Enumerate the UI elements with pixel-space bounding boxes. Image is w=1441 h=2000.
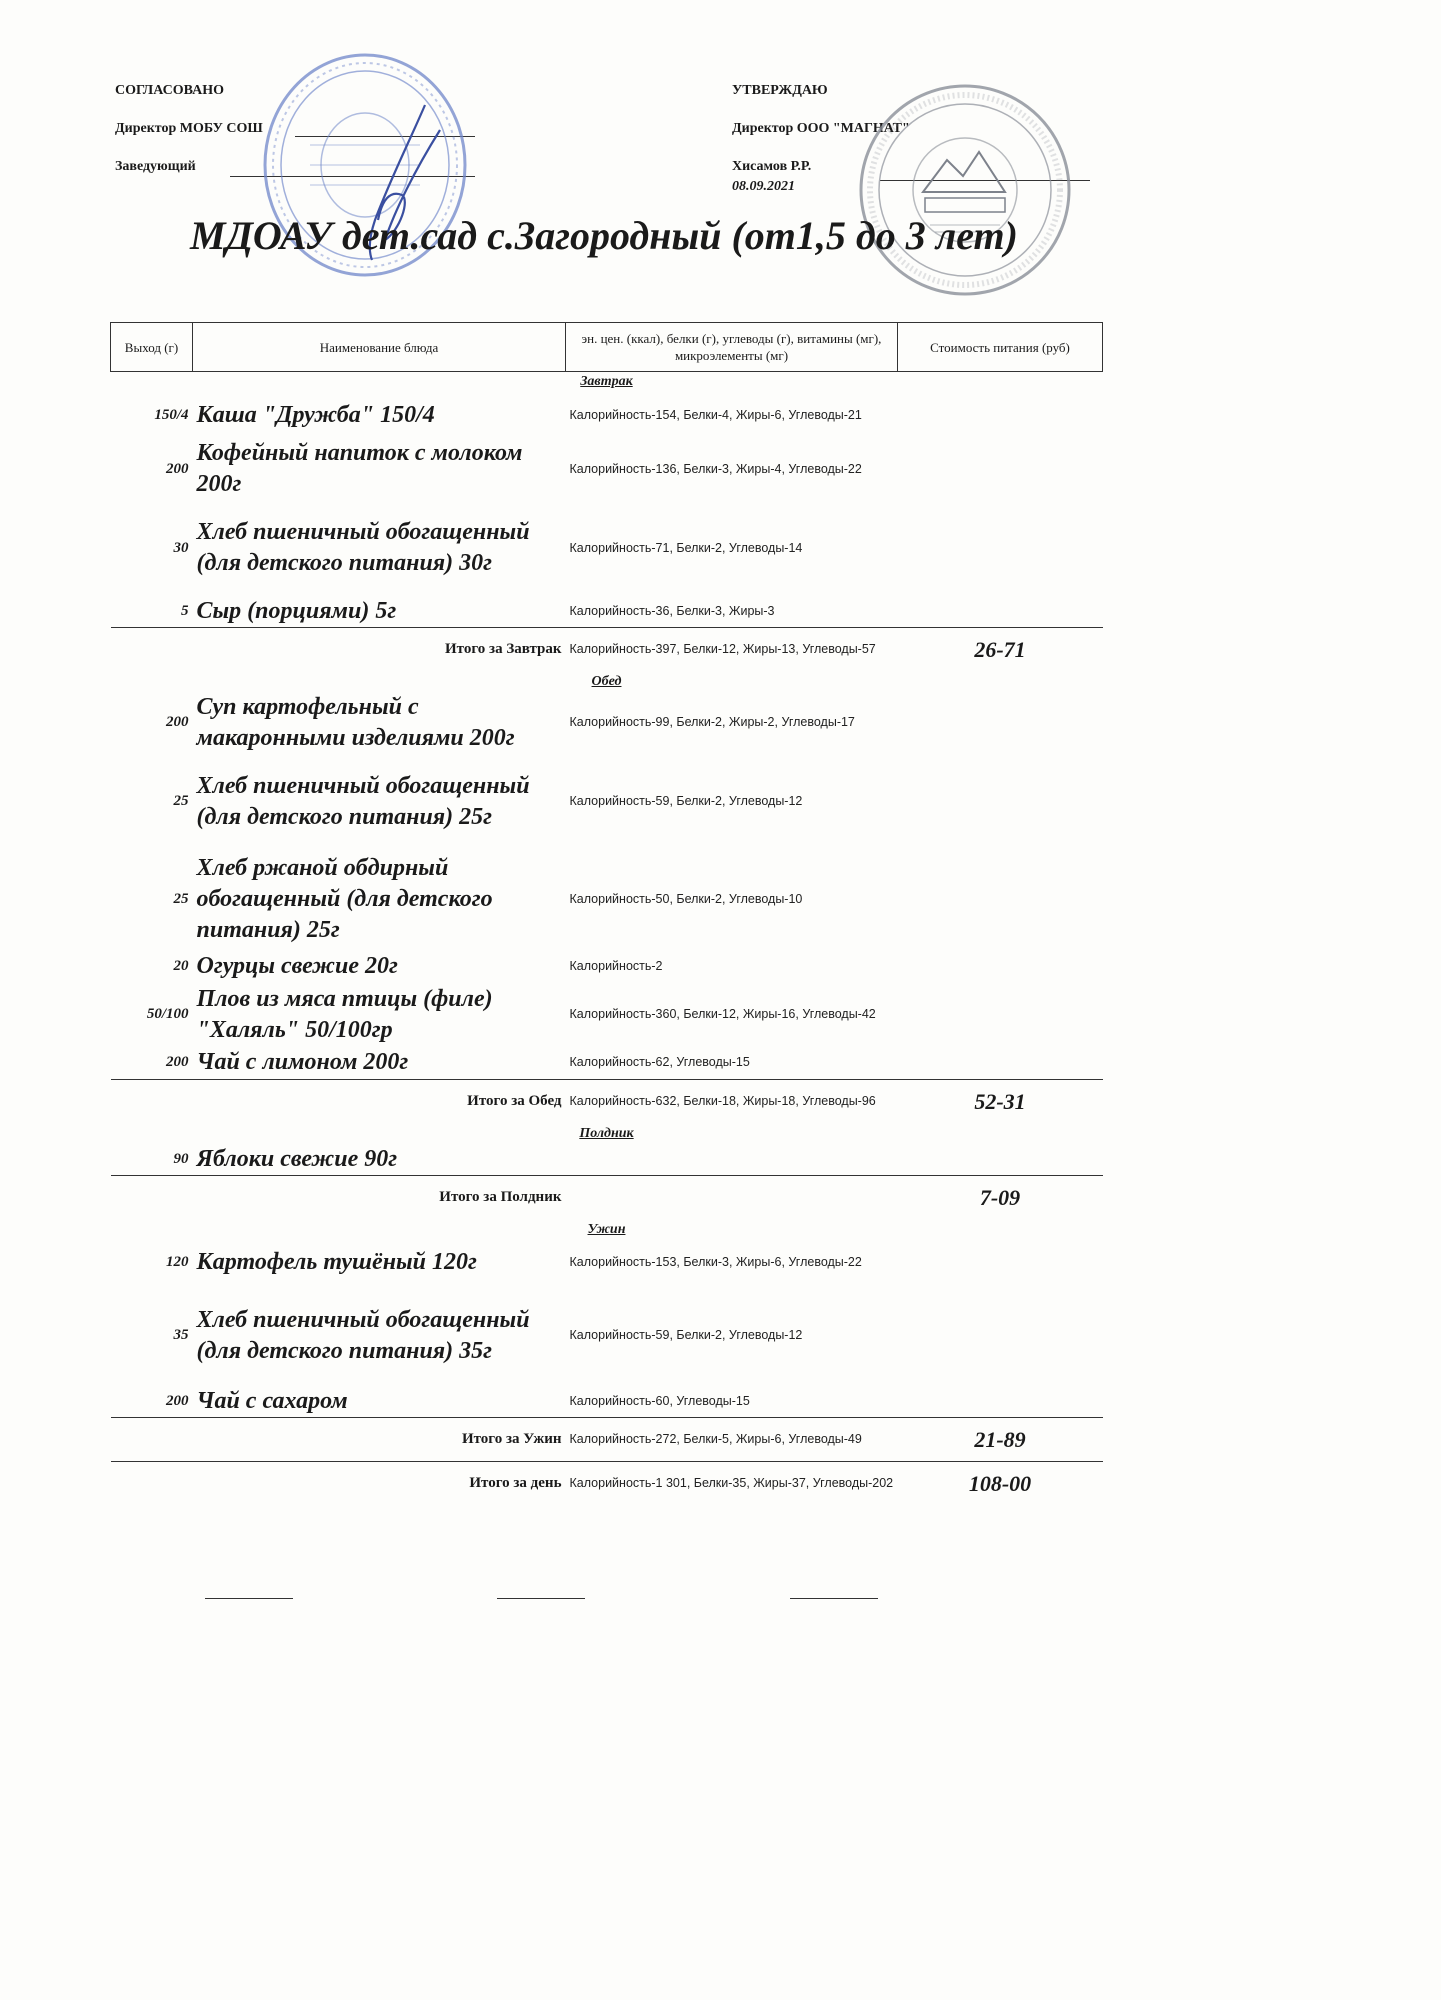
section-title: Обед bbox=[591, 673, 622, 689]
table-header-row bbox=[111, 323, 1103, 372]
dish-name: Картофель тушёный 120г bbox=[196, 1249, 477, 1275]
dish-name: Огурцы свежие 20г bbox=[196, 953, 398, 979]
dish-yield: 5 bbox=[181, 603, 189, 619]
section-total-label: Итого за Обед bbox=[111, 1080, 566, 1124]
dish-row bbox=[111, 984, 1103, 1046]
dish-name: Хлеб ржаной обдирный обогащенный (для детского питания) 25г bbox=[196, 855, 493, 943]
dish-nutrition: Калорийность-2 bbox=[569, 959, 663, 973]
company-stamp-seal bbox=[855, 80, 1075, 300]
agreed-label: СОГЛАСОВАНО bbox=[115, 83, 224, 98]
section-total-row bbox=[111, 1080, 1103, 1124]
dish-row bbox=[111, 438, 1103, 500]
bottom-signature-line-3 bbox=[790, 1598, 878, 1599]
dish-nutrition: Калорийность-62, Углеводы-15 bbox=[569, 1054, 750, 1069]
dish-cost-cell bbox=[898, 850, 1103, 950]
dish-name: Хлеб пшеничный обогащенный (для детского питания) 25г bbox=[196, 772, 530, 830]
dish-cost-cell bbox=[898, 438, 1103, 500]
dish-yield: 50/100 bbox=[146, 1006, 189, 1022]
dish-row bbox=[111, 1286, 1103, 1386]
dish-name: Хлеб пшеничный обогащенный (для детского питания) 30г bbox=[196, 519, 530, 576]
dish-name: Сыр (порциями) 5г bbox=[196, 598, 397, 624]
dish-nutrition: Калорийность-59, Белки-2, Углеводы-12 bbox=[569, 794, 803, 808]
dish-nutrition: Калорийность-60, Углеводы-15 bbox=[569, 1393, 750, 1408]
section-total-nutrition: Калорийность-632, Белки-18, Жиры-18, Углеводы-96 bbox=[566, 1080, 898, 1124]
dish-cost-cell bbox=[898, 754, 1103, 850]
section-total-row bbox=[111, 1176, 1103, 1220]
section-total-nutrition: Калорийность-272, Белки-5, Жиры-6, Углеводы-49 bbox=[566, 1418, 898, 1462]
approve-label: УТВЕРЖДАЮ bbox=[732, 83, 828, 98]
dish-name: Каша "Дружба" 150/4 bbox=[196, 401, 435, 428]
dish-cost-cell bbox=[898, 1286, 1103, 1386]
section-row bbox=[111, 1220, 1103, 1240]
section-total-nutrition bbox=[566, 1176, 898, 1220]
dish-cost-cell bbox=[898, 596, 1103, 628]
dish-row bbox=[111, 1386, 1103, 1418]
dish-row bbox=[111, 950, 1103, 984]
section-total-label: Итого за Завтрак bbox=[111, 628, 566, 672]
dish-cost-cell bbox=[898, 1386, 1103, 1418]
approval-date: 08.09.2021 bbox=[732, 179, 795, 194]
dish-yield: 200 bbox=[166, 714, 189, 730]
section-total-nutrition: Калорийность-397, Белки-12, Жиры-13, Углеводы-57 bbox=[566, 628, 898, 672]
section-total-row bbox=[111, 628, 1103, 672]
dish-nutrition: Калорийность-36, Белки-3, Жиры-3 bbox=[569, 604, 775, 618]
dish-name: Чай с сахаром bbox=[196, 1387, 348, 1414]
header-cost: Стоимость питания (руб) bbox=[898, 323, 1103, 372]
dish-nutrition: Калорийность-360, Белки-12, Жиры-16, Углеводы-42 bbox=[569, 1007, 876, 1021]
dish-yield: 20 bbox=[173, 958, 189, 974]
dish-name: Чай с лимоном 200г bbox=[196, 1048, 409, 1075]
dish-cost-cell bbox=[898, 984, 1103, 1046]
dish-name: Кофейный напиток с молоком 200г bbox=[196, 440, 523, 497]
section-total-label: Итого за Ужин bbox=[111, 1418, 566, 1462]
dish-cost-cell bbox=[898, 950, 1103, 984]
bottom-signature-line-1 bbox=[205, 1598, 293, 1599]
dish-row bbox=[111, 1240, 1103, 1286]
dish-row bbox=[111, 850, 1103, 950]
dish-cost-cell bbox=[898, 1144, 1103, 1176]
dish-nutrition: Калорийность-59, Белки-2, Углеводы-12 bbox=[569, 1328, 803, 1342]
section-row bbox=[111, 672, 1103, 692]
right-director-label: Директор ООО "МАГНАТ" bbox=[732, 121, 910, 136]
dish-name: Плов из мяса птицы (филе) "Халяль" 50/100гр bbox=[196, 985, 493, 1043]
dish-cost-cell bbox=[898, 392, 1103, 438]
dish-yield: 150/4 bbox=[154, 406, 189, 423]
dish-yield: 90 bbox=[173, 1150, 189, 1167]
dish-nutrition: Калорийность-50, Белки-2, Углеводы-10 bbox=[569, 892, 803, 906]
dish-yield: 30 bbox=[173, 539, 189, 556]
section-title: Полдник bbox=[579, 1125, 634, 1141]
dish-row bbox=[111, 392, 1103, 438]
section-total-cost: 21-89 bbox=[898, 1418, 1103, 1462]
left-director-label: Директор МОБУ СОШ bbox=[115, 121, 263, 136]
dish-row bbox=[111, 1046, 1103, 1080]
section-total-label: Итого за Полдник bbox=[111, 1176, 566, 1220]
dish-yield: 25 bbox=[173, 793, 189, 809]
section-total-row bbox=[111, 1418, 1103, 1462]
header-yield: Выход (г) bbox=[111, 323, 193, 372]
dish-cost-cell bbox=[898, 500, 1103, 596]
dish-cost-cell bbox=[898, 1046, 1103, 1080]
dish-row bbox=[111, 500, 1103, 596]
dish-name: Яблоки свежие 90г bbox=[196, 1145, 398, 1172]
dish-yield: 200 bbox=[166, 1392, 189, 1409]
dish-yield: 200 bbox=[166, 460, 189, 477]
day-total-nutrition: Калорийность-1 301, Белки-35, Жиры-37, Углеводы-202 bbox=[566, 1462, 898, 1506]
director-name: Хисамов Р.Р. bbox=[732, 159, 812, 174]
day-total-cost: 108-00 bbox=[898, 1462, 1103, 1506]
dish-name: Суп картофельный с макаронными изделиями 200г bbox=[196, 693, 515, 751]
dish-yield: 200 bbox=[166, 1053, 189, 1070]
dish-nutrition: Калорийность-153, Белки-3, Жиры-6, Углеводы-22 bbox=[569, 1255, 862, 1269]
section-title: Ужин bbox=[587, 1221, 626, 1237]
day-total-row bbox=[111, 1462, 1103, 1506]
header-nutrition: эн. цен. (ккал), белки (г), углеводы (г), витамины (мг), микроэлементы (мг) bbox=[566, 323, 898, 372]
section-row bbox=[111, 372, 1103, 393]
dish-nutrition: Калорийность-71, Белки-2, Углеводы-14 bbox=[569, 540, 803, 555]
section-title: Завтрак bbox=[580, 374, 633, 389]
dish-nutrition: Калорийность-136, Белки-3, Жиры-4, Углеводы-22 bbox=[569, 461, 862, 476]
section-row bbox=[111, 1124, 1103, 1144]
dish-cost-cell bbox=[898, 692, 1103, 754]
dish-row bbox=[111, 596, 1103, 628]
dish-nutrition: Калорийность-99, Белки-2, Жиры-2, Углеводы-17 bbox=[569, 715, 855, 729]
bottom-signature-line-2 bbox=[497, 1598, 585, 1599]
section-total-cost: 26-71 bbox=[898, 628, 1103, 672]
dish-row bbox=[111, 754, 1103, 850]
menu-body bbox=[111, 372, 1103, 1506]
menu-table bbox=[110, 322, 1103, 1506]
head-label: Заведующий bbox=[115, 159, 196, 174]
dish-yield: 35 bbox=[173, 1327, 189, 1343]
section-total-cost: 52-31 bbox=[898, 1080, 1103, 1124]
section-total-cost: 7-09 bbox=[898, 1176, 1103, 1220]
dish-yield: 120 bbox=[166, 1254, 189, 1270]
dish-row bbox=[111, 1144, 1103, 1176]
page-title: МДОАУ дет.сад с.Загородный (от1,5 до 3 лет) bbox=[190, 213, 1018, 258]
dish-nutrition bbox=[566, 1144, 898, 1176]
dish-name: Хлеб пшеничный обогащенный (для детского питания) 35г bbox=[196, 1306, 530, 1364]
dish-nutrition: Калорийность-154, Белки-4, Жиры-6, Углеводы-21 bbox=[569, 407, 862, 422]
header-dish: Наименование блюда bbox=[193, 323, 566, 372]
dish-row bbox=[111, 692, 1103, 754]
dish-cost-cell bbox=[898, 1240, 1103, 1286]
dish-yield: 25 bbox=[173, 891, 189, 907]
day-total-label: Итого за день bbox=[111, 1462, 566, 1506]
